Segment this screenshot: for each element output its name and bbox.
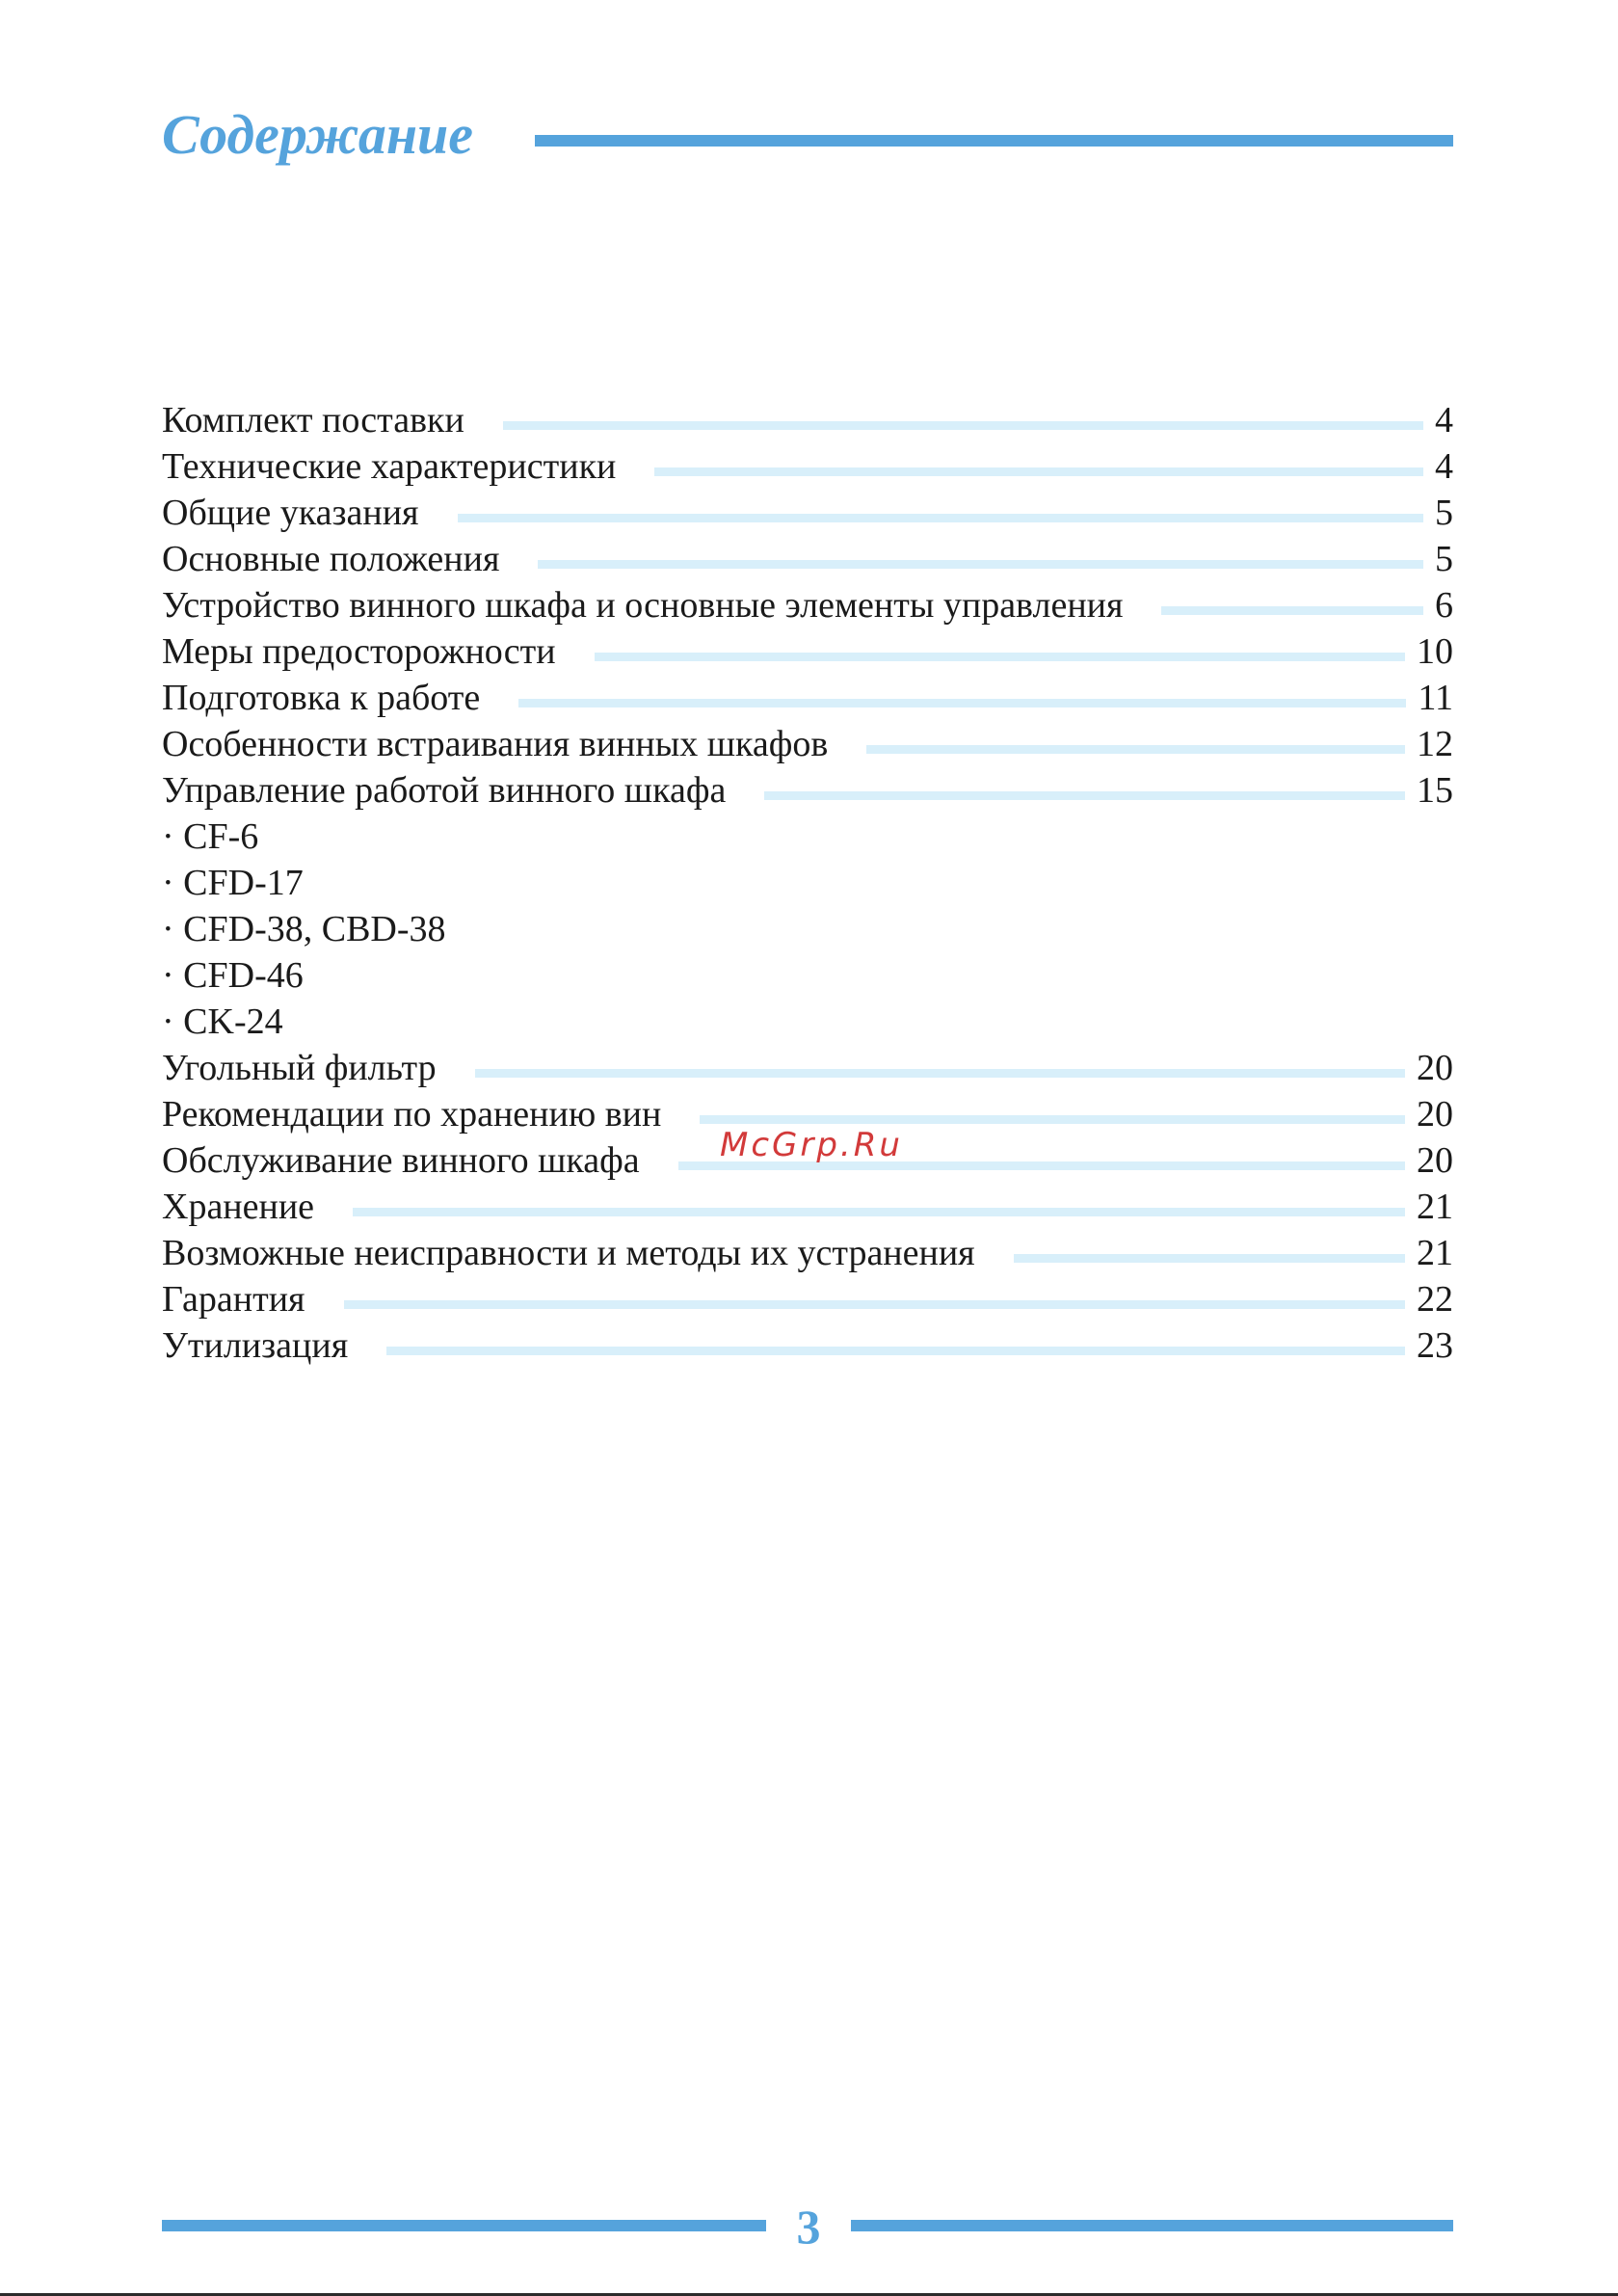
- toc-entry[interactable]: [162, 443, 1453, 490]
- toc-entry-page: 15: [1417, 770, 1453, 811]
- toc-entry[interactable]: [162, 582, 1453, 628]
- toc-entry[interactable]: [162, 1184, 1453, 1230]
- toc-entry-label: Хранение: [162, 1187, 315, 1227]
- toc-entry[interactable]: [162, 536, 1453, 582]
- toc-entry-label: Угольный фильтр: [162, 1048, 437, 1088]
- toc-entry-label: Рекомендации по хранению вин: [162, 1094, 662, 1135]
- toc-entry[interactable]: [162, 1276, 1453, 1322]
- toc-leader-bar: [1014, 1254, 1405, 1263]
- toc-entry-label: Особенности встраивания винных шкафов: [162, 724, 829, 764]
- toc-entry[interactable]: [162, 999, 1453, 1045]
- toc-leader-bar: [595, 653, 1405, 661]
- toc-entry-page: 6: [1435, 585, 1453, 626]
- toc-entry-page: 22: [1417, 1279, 1453, 1320]
- toc-leader-bar: [1161, 606, 1423, 615]
- footer-bar-left: [162, 2220, 766, 2231]
- title-divider-bar: [535, 135, 1453, 147]
- toc-entry-label: · CFD-38, CBD-38: [162, 909, 446, 949]
- toc-leader-bar: [700, 1115, 1405, 1124]
- watermark: McGrp.Ru: [720, 1126, 903, 1164]
- toc-entry-page: 21: [1417, 1187, 1453, 1227]
- toc-leader-bar: [518, 699, 1406, 707]
- toc-leader-bar: [764, 791, 1405, 800]
- toc-entry-label: · CF-6: [162, 816, 259, 857]
- toc-leader-bar: [344, 1300, 1405, 1309]
- toc-entry-page: 20: [1417, 1048, 1453, 1088]
- page-title: Содержание: [162, 103, 474, 166]
- toc-entry-page: 4: [1435, 400, 1453, 441]
- toc-entry[interactable]: [162, 397, 1453, 443]
- toc-entry-page: 5: [1435, 493, 1453, 533]
- toc-leader-bar: [475, 1069, 1405, 1078]
- toc-entry-page: 20: [1417, 1140, 1453, 1181]
- toc-entry-page: 23: [1417, 1325, 1453, 1366]
- toc-leader-bar: [458, 514, 1423, 522]
- toc-entry-label: · CK-24: [162, 1001, 283, 1042]
- toc-entry-label: Утилизация: [162, 1325, 349, 1366]
- toc-entry[interactable]: [162, 490, 1453, 536]
- toc-leader-bar: [386, 1347, 1405, 1355]
- toc-leader-bar: [538, 560, 1423, 569]
- toc-entry-page: 20: [1417, 1094, 1453, 1135]
- toc-entry[interactable]: [162, 860, 1453, 906]
- toc-entry-label: Подготовка к работе: [162, 678, 481, 718]
- toc-entry-page: 11: [1418, 678, 1453, 718]
- toc-leader-bar: [866, 745, 1405, 754]
- toc-entry-label: · CFD-17: [162, 863, 304, 903]
- toc-entry-label: Меры предосторожности: [162, 631, 556, 672]
- toc-entry[interactable]: [162, 767, 1453, 814]
- toc-entry-label: Комплект поставки: [162, 400, 464, 441]
- toc-entry-label: Основные положения: [162, 539, 500, 579]
- page-number: 3: [796, 2200, 821, 2254]
- toc-entry-label: · CFD-46: [162, 955, 304, 996]
- toc-entry-page: 12: [1417, 724, 1453, 764]
- table-of-contents: [162, 397, 1453, 1369]
- toc-entry[interactable]: [162, 952, 1453, 999]
- toc-entry-label: Устройство винного шкафа и основные элементы управления: [162, 585, 1124, 626]
- toc-entry[interactable]: [162, 721, 1453, 767]
- toc-entry-page: 5: [1435, 539, 1453, 579]
- toc-entry-label: Гарантия: [162, 1279, 305, 1320]
- footer-bar-right: [851, 2220, 1453, 2231]
- toc-leader-bar: [654, 467, 1423, 476]
- toc-entry-label: Общие указания: [162, 493, 419, 533]
- toc-entry-label: Технические характеристики: [162, 446, 617, 487]
- toc-entry-label: Управление работой винного шкафа: [162, 770, 727, 811]
- toc-entry[interactable]: [162, 814, 1453, 860]
- toc-entry-page: 4: [1435, 446, 1453, 487]
- toc-entry-page: 21: [1417, 1233, 1453, 1273]
- toc-leader-bar: [503, 421, 1423, 430]
- toc-leader-bar: [353, 1208, 1405, 1216]
- toc-entry[interactable]: [162, 628, 1453, 675]
- toc-entry[interactable]: [162, 675, 1453, 721]
- toc-entry-label: Обслуживание винного шкафа: [162, 1140, 640, 1181]
- toc-entry[interactable]: [162, 1045, 1453, 1091]
- toc-entry-page: 10: [1417, 631, 1453, 672]
- toc-entry[interactable]: [162, 1322, 1453, 1369]
- toc-entry[interactable]: [162, 1230, 1453, 1276]
- footer: [162, 2198, 1453, 2256]
- toc-entry-label: Возможные неисправности и методы их устранения: [162, 1233, 975, 1273]
- title-row: [162, 96, 1453, 174]
- toc-entry[interactable]: [162, 906, 1453, 952]
